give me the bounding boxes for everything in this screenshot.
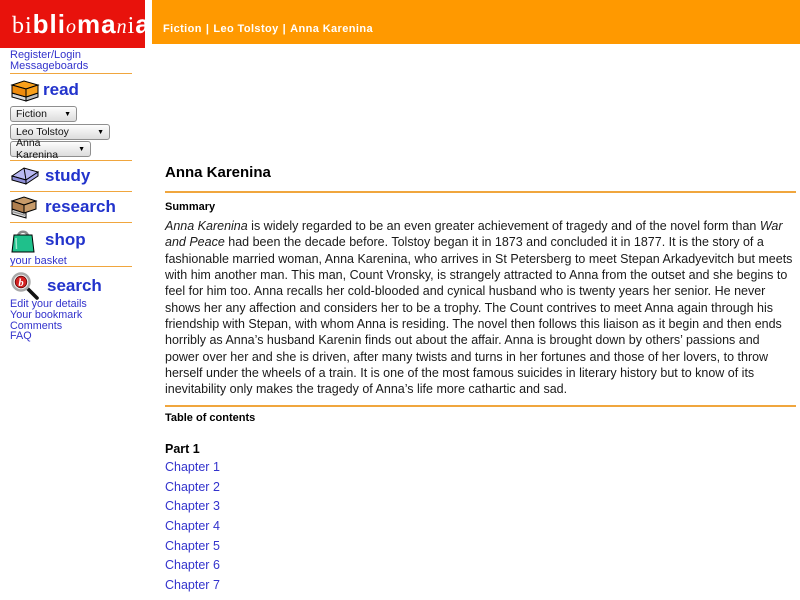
breadcrumb-anna-karenina[interactable]: Anna Karenina (290, 23, 373, 35)
category-select[interactable] (10, 106, 77, 122)
sidebar-item-study[interactable]: study (45, 166, 91, 185)
faq-link[interactable]: FAQ (10, 330, 32, 343)
logo-segment: bi (12, 13, 33, 39)
sidebar-account-links (10, 50, 88, 72)
chapter-4-link[interactable]: Chapter 4 (165, 519, 220, 534)
chevron-down-icon: ▼ (64, 110, 71, 118)
sidebar-divider (10, 73, 132, 74)
sidebar-item-shop[interactable]: shop (45, 230, 86, 249)
sidebar-item-research[interactable]: research (45, 197, 116, 216)
chapter-list (165, 461, 220, 599)
logo-segment: ma (77, 9, 117, 39)
chevron-down-icon: ▼ (78, 145, 85, 153)
sidebar-divider (10, 191, 132, 192)
part-label: Part 1 (165, 442, 200, 456)
logo-segment: a (135, 9, 151, 39)
breadcrumb (163, 23, 373, 35)
sidebar-divider (10, 266, 132, 267)
comments-link[interactable]: Comments (10, 319, 63, 332)
chapter-6-link[interactable]: Chapter 6 (165, 558, 220, 573)
sidebar (10, 0, 142, 600)
breadcrumb-separator: | (282, 23, 287, 35)
category-select-value: Fiction (16, 108, 47, 120)
summary-text: is widely regarded to be an even greater achievement of tragedy and of the novel form than (247, 219, 760, 233)
content-divider (165, 405, 796, 407)
summary-text: Anna Karenina (165, 219, 248, 233)
logo-segment: o (66, 16, 78, 38)
sidebar-divider (10, 222, 132, 223)
chapter-2-link[interactable]: Chapter 2 (165, 479, 220, 494)
logo-segment: i (127, 13, 136, 39)
read-book-icon (10, 78, 40, 109)
chapter-3-link[interactable]: Chapter 3 (165, 499, 220, 514)
your-basket-link[interactable]: your basket (10, 255, 67, 267)
summary-text: War and Peace (165, 219, 783, 250)
chapter-1-link[interactable]: Chapter 1 (165, 460, 220, 474)
chevron-down-icon: ▼ (97, 128, 104, 136)
sidebar-item-read[interactable]: read (43, 80, 79, 99)
author-select-value: Leo Tolstoy (16, 126, 69, 138)
edit-your-details-link[interactable]: Edit your details (10, 298, 87, 310)
chapter-5-link[interactable]: Chapter 5 (165, 538, 220, 553)
breadcrumb-separator: | (205, 23, 210, 35)
summary-paragraph (165, 218, 796, 398)
header-bar (152, 0, 800, 44)
register-login-link[interactable]: Register/Login (10, 49, 81, 61)
messageboards-link[interactable]: Messageboards (10, 60, 89, 72)
study-book-icon (10, 164, 40, 193)
sidebar-divider (10, 160, 132, 161)
logo-segment: n (116, 16, 128, 38)
breadcrumb-leo-tolstoy[interactable]: Leo Tolstoy (213, 23, 279, 35)
svg-text:b: b (18, 278, 24, 289)
logo-segment: bli (32, 9, 67, 39)
page-title: Anna Karenina (165, 164, 271, 181)
summary-heading: Summary (165, 201, 216, 213)
chapter-7-link[interactable]: Chapter 7 (165, 578, 220, 593)
table-of-contents-heading: Table of contents (165, 412, 256, 424)
sidebar-utility-links (10, 299, 87, 342)
summary-text: had been the decade before. Tolstoy began it in 1873 and concluded it in 1877. It is the story of a fashionable married woman, Anna Karenina, who arrives in St Petersberg to meet Stepan Arkadyevitch but meets with him another man. This man, Count Vronsky, is strangely attracted to Anna from the outset and she begins to feel for him too. Anna recalls her cold-blooded and cynical husband who is twenty years her senior. He never shows her any affection and considers her to be a trophy. The Count contrives to meet Anna again through his friendship with Stepan, with whom Anna is residing. The novel then follows this liaison as it begin and then ends horribly as Anna’s husband Karenin finds out about the affair. Anna is brought down by others’ passions and power over her and she is driven, after many twists and turns in her fortunes and those of her lovers, to throw herself under the wheels of a train. It is one of the most famous suicides in literary history but to know of its inevitability only makes the tragedy of Anna’s life more cathartic and sad. (165, 235, 793, 397)
sidebar-item-search[interactable]: search (47, 276, 102, 295)
content-divider (165, 191, 796, 193)
book-select[interactable] (10, 137, 91, 161)
your-bookmark-link[interactable]: Your bookmark (10, 308, 83, 321)
book-select-value: Anna Karenina (16, 137, 59, 161)
breadcrumb-fiction[interactable]: Fiction (163, 23, 202, 35)
